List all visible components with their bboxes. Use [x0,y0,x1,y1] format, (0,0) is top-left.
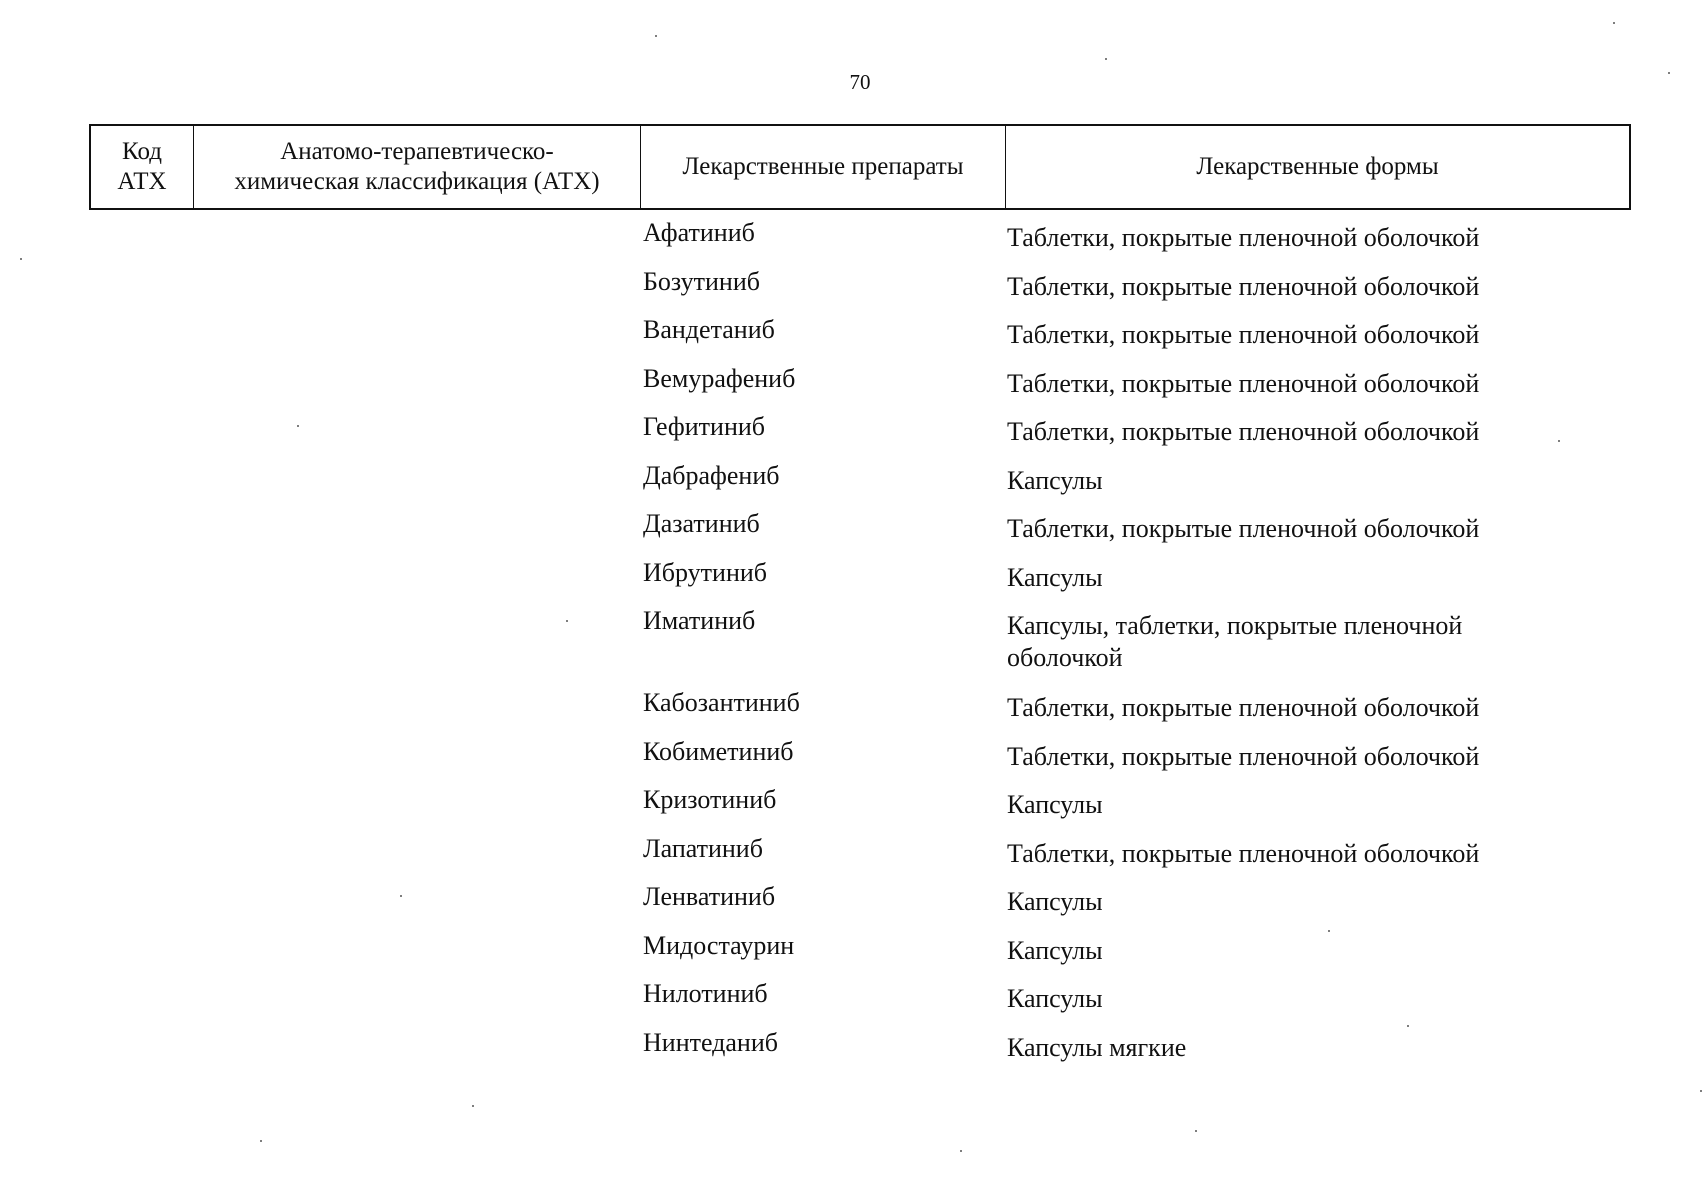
scan-speck [20,258,22,260]
drug-name: Афатиниб [643,218,755,247]
table-row [0,315,1705,364]
dosage-form: Таблетки, покрытые пленочной оболочкой [1007,741,1480,771]
scan-speck [297,425,299,427]
table-row [0,834,1705,883]
scan-speck [1700,1090,1702,1092]
drug-name: Лапатиниб [643,833,763,863]
header-atc-code-line2: АТХ [117,168,167,195]
drug-name: Гефитиниб [643,412,766,441]
table-body [0,218,1705,1076]
dosage-form: Таблетки, покрытые пленочной оболочкой [1007,838,1480,868]
dosage-form: Капсулы [1007,790,1103,819]
dosage-form: Капсулы, таблетки, покрытые пленочной оболочкой [1007,611,1463,672]
table-row [0,606,1705,688]
drug-name: Дабрафениб [643,460,780,490]
scan-speck [1105,58,1107,60]
drug-name: Вандетаниб [643,315,775,344]
table-row [0,882,1705,931]
dosage-form: Капсулы [1007,465,1103,495]
table-row [0,412,1705,461]
scan-speck [1668,72,1670,74]
drug-name: Мидостаурин [643,930,795,960]
table-row [0,364,1705,413]
dosage-form: Таблетки, покрытые пленочной оболочкой [1007,271,1480,301]
dosage-form: Таблетки, покрытые пленочной оболочкой [1007,693,1480,722]
scan-speck [960,1150,962,1152]
table-row [0,688,1705,737]
drug-name: Кобиметиниб [643,736,794,766]
drug-name: Вемурафениб [643,363,796,393]
table-row [0,267,1705,316]
table-row [0,931,1705,980]
dosage-form: Капсулы [1007,935,1103,965]
header-atc-classification [194,126,641,208]
drug-name: Бозутиниб [643,266,760,296]
page-number: 70 [849,70,871,94]
header-atc-classification-line2: химическая классификация (АТХ) [234,168,600,195]
table-row [0,218,1705,267]
scan-speck [1328,930,1330,932]
table-row [0,1028,1705,1077]
dosage-form: Капсулы [1007,887,1103,916]
drug-name: Ленватиниб [643,882,776,911]
scan-speck [400,895,402,897]
scan-speck [260,1140,262,1142]
dosage-form: Таблетки, покрытые пленочной оболочкой [1007,514,1480,543]
scan-speck [472,1105,474,1107]
drug-name: Ибрутиниб [643,557,767,587]
drug-name: Нилотиниб [643,979,768,1008]
scan-speck [655,35,657,37]
drug-name: Иматиниб [643,606,756,635]
dosage-form: Капсулы [1007,984,1103,1013]
table-row [0,461,1705,510]
dosage-form: Таблетки, покрытые пленочной оболочкой [1007,223,1480,252]
table-row [0,979,1705,1028]
header-atc-classification-line1: Анатомо-терапевтическо- [280,138,554,165]
drug-name: Кризотиниб [643,785,777,814]
table-header [89,124,1631,210]
dosage-form: Капсулы мягкие [1007,1032,1187,1062]
table-row [0,509,1705,558]
dosage-form: Таблетки, покрытые пленочной оболочкой [1007,417,1480,446]
drug-name: Нинтеданиб [643,1027,778,1057]
header-atc-code [91,126,194,208]
scan-speck [1613,22,1615,24]
drug-name: Кабозантиниб [643,688,800,717]
header-atc-code-line1: Код [122,138,162,165]
table-row [0,785,1705,834]
table-row [0,737,1705,786]
scan-speck [1407,1025,1409,1027]
drug-name: Дазатиниб [643,509,760,538]
dosage-form: Таблетки, покрытые пленочной оболочкой [1007,368,1480,398]
scan-speck [1558,440,1560,442]
scan-speck [1195,1130,1197,1132]
dosage-form: Таблетки, покрытые пленочной оболочкой [1007,320,1480,349]
scan-speck [566,620,568,622]
table-row [0,558,1705,607]
header-dosage-forms: Лекарственные формы [1196,153,1439,180]
dosage-form: Капсулы [1007,562,1103,592]
header-drugs: Лекарственные препараты [641,126,1006,208]
